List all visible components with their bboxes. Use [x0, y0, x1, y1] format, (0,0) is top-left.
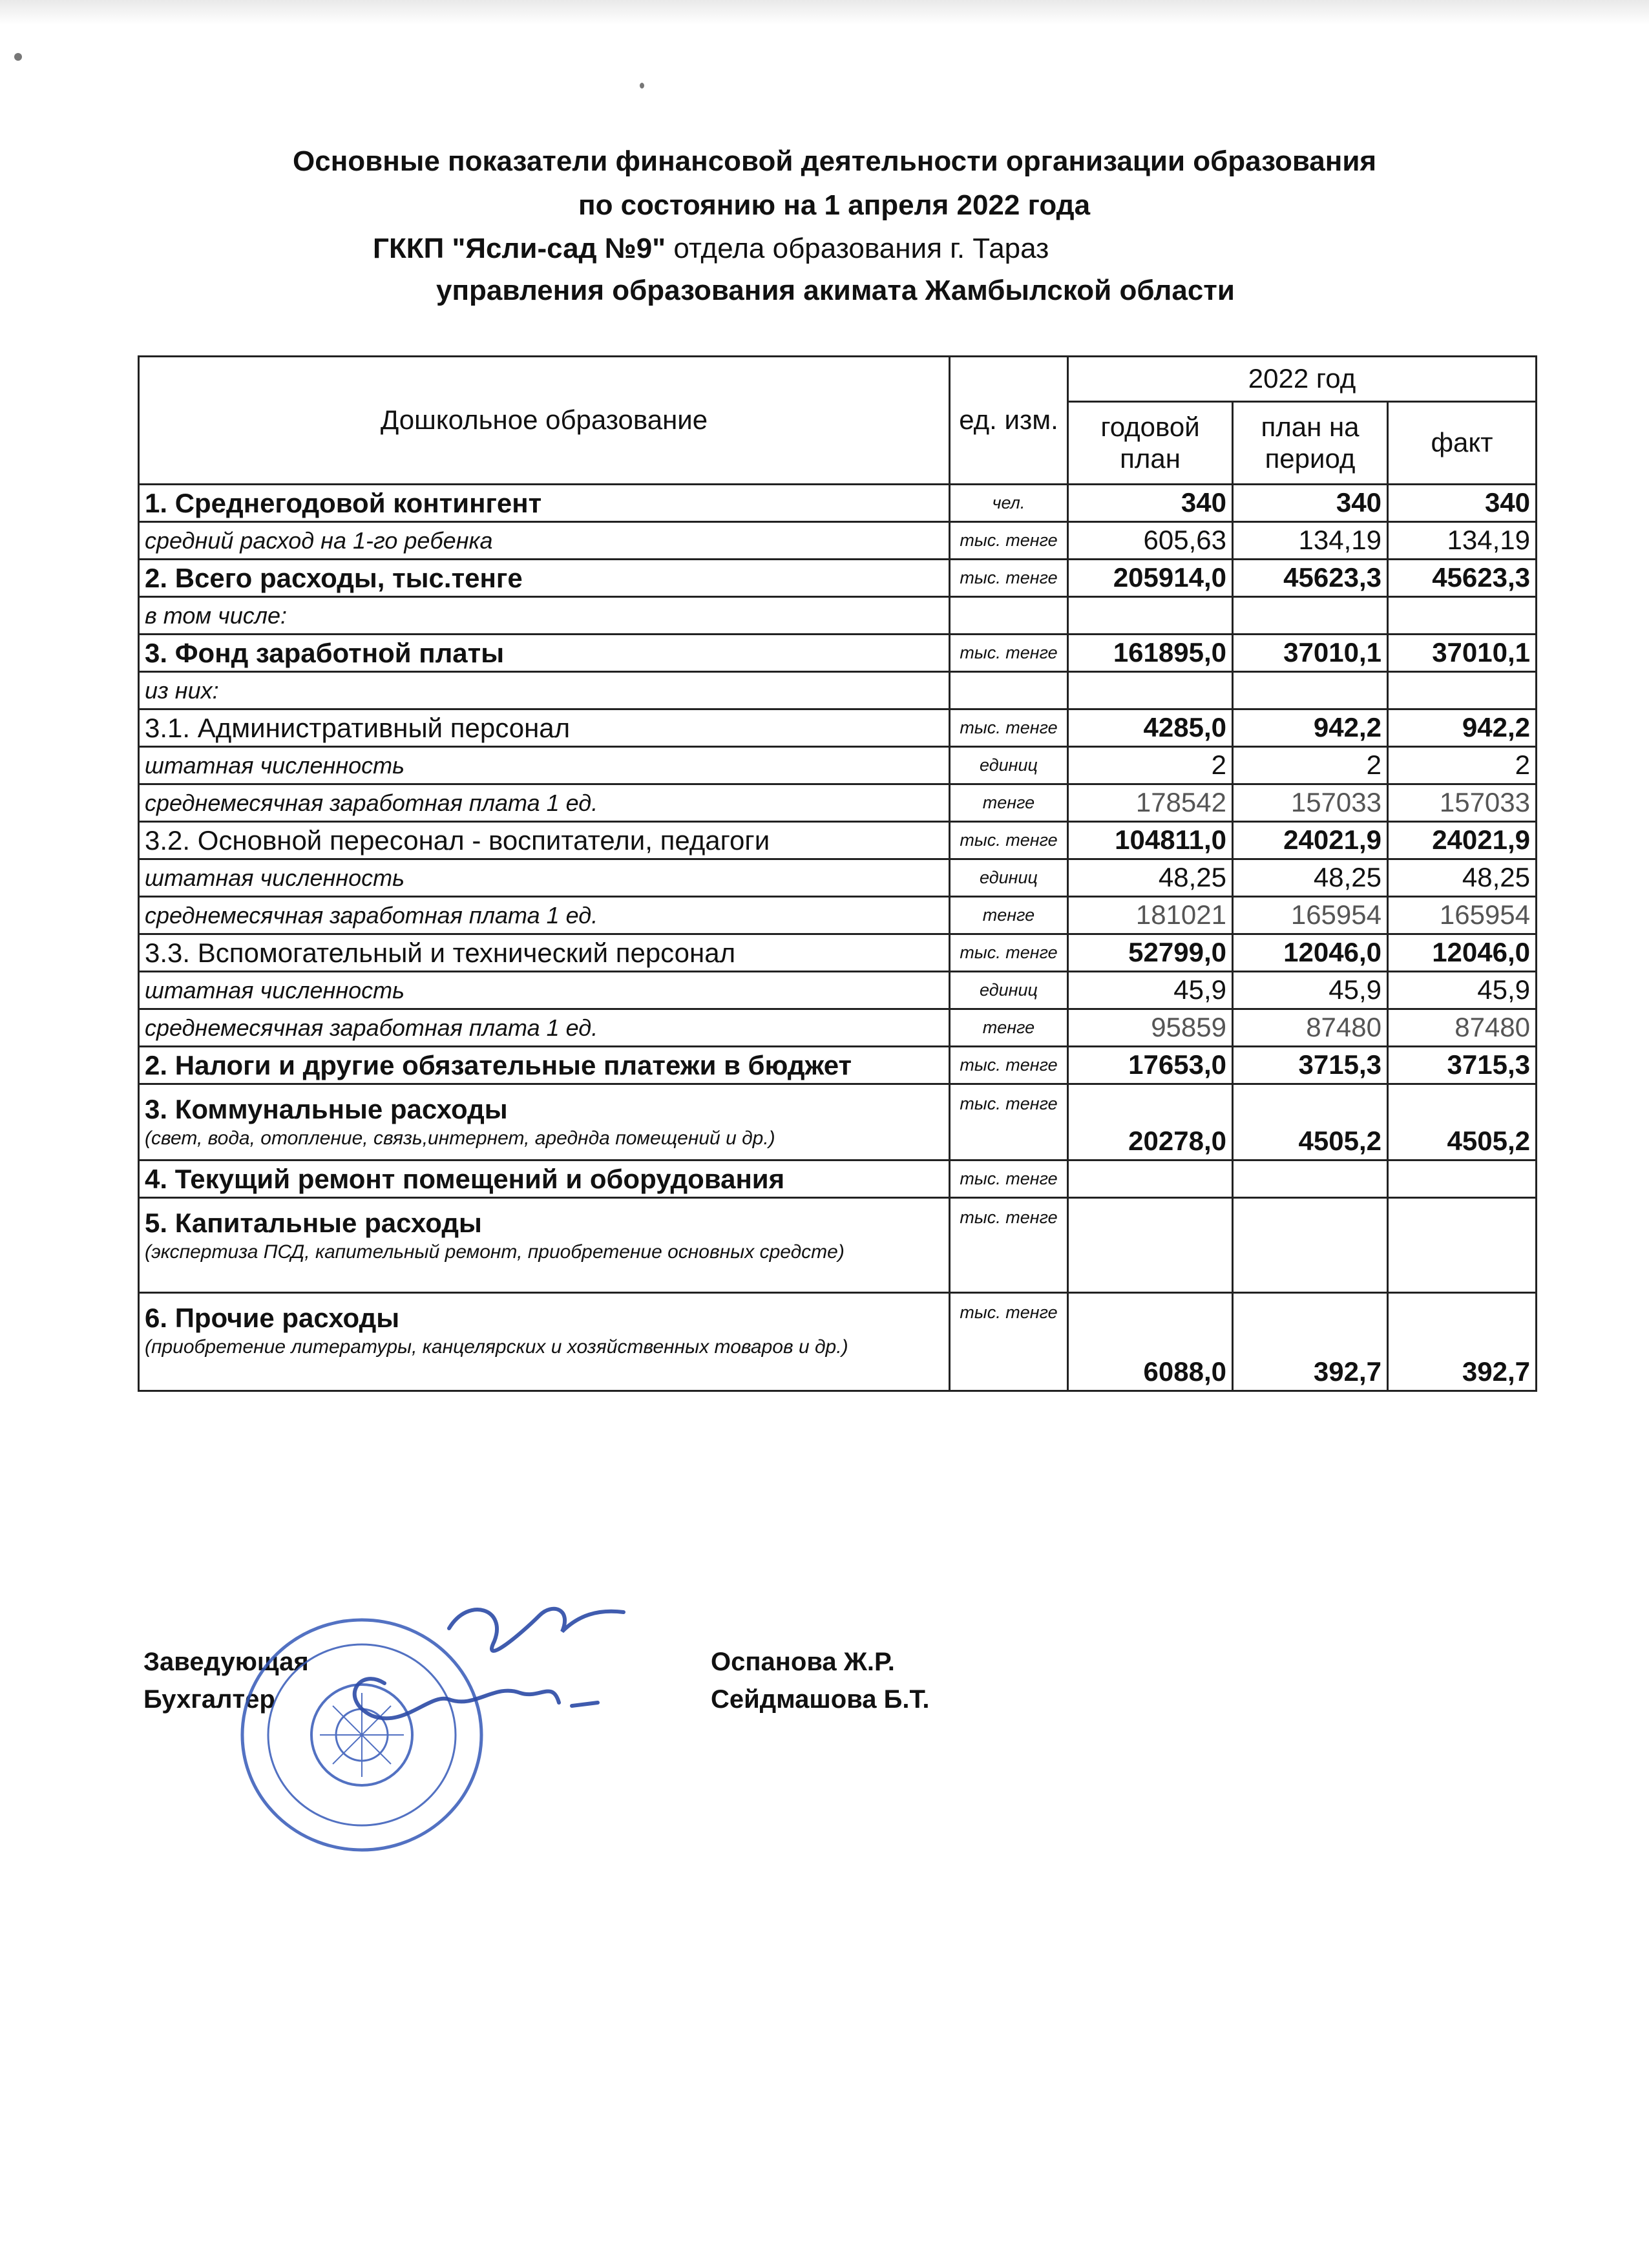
row-label-text: 3. Коммунальные расходы [145, 1094, 508, 1124]
cell-fact: 48,25 [1388, 859, 1537, 897]
table-row [139, 485, 1537, 522]
header-fact: факт [1388, 402, 1537, 485]
table-row [139, 972, 1537, 1009]
cell-annual [1068, 672, 1233, 709]
row-unit: тыс. тенге [950, 1160, 1068, 1198]
scan-edge [0, 0, 1649, 25]
cell-fact: 45623,3 [1388, 560, 1537, 597]
cell-annual: 95859 [1068, 1009, 1233, 1047]
cell-period: 45623,3 [1233, 560, 1388, 597]
scan-speck [14, 53, 22, 61]
row-label: в том числе: [139, 597, 950, 635]
row-label: 2. Налоги и другие обязательные платежи в бюджет [139, 1047, 950, 1084]
table-row [139, 747, 1537, 784]
row-label: 1. Среднегодовой контингент [139, 485, 950, 522]
table-row [139, 1198, 1537, 1293]
row-unit: тыс. тенге [950, 1293, 1068, 1391]
row-unit: тыс. тенге [950, 1198, 1068, 1293]
cell-annual: 45,9 [1068, 972, 1233, 1009]
row-unit: чел. [950, 485, 1068, 522]
table-row [139, 822, 1537, 859]
cell-annual: 6088,0 [1068, 1293, 1233, 1391]
cell-fact [1388, 672, 1537, 709]
cell-fact: 3715,3 [1388, 1047, 1537, 1084]
cell-annual: 52799,0 [1068, 934, 1233, 972]
row-note: (приобретение литературы, канцелярских и хозяйственных товаров и др.) [145, 1336, 848, 1358]
row-label: среднемесячная заработная плата 1 ед. [139, 897, 950, 934]
cell-fact: 12046,0 [1388, 934, 1537, 972]
row-note: (свет, вода, отопление, связь,интернет, аредндa помещений и др.) [145, 1128, 775, 1149]
cell-fact: 2 [1388, 747, 1537, 784]
header-year: 2022 год [1068, 357, 1537, 402]
cell-fact: 37010,1 [1388, 635, 1537, 672]
cell-annual: 48,25 [1068, 859, 1233, 897]
cell-annual: 161895,0 [1068, 635, 1233, 672]
cell-fact: 134,19 [1388, 522, 1537, 560]
row-label: 3.3. Вспомогательный и технический персонал [139, 934, 950, 972]
row-label-text: 5. Капитальные расходы [145, 1208, 482, 1238]
row-unit: тыс. тенге [950, 560, 1068, 597]
cell-period: 48,25 [1233, 859, 1388, 897]
table-row [139, 709, 1537, 747]
row-label [139, 1198, 950, 1293]
financial-indicators-table [138, 355, 1537, 1392]
cell-annual: 340 [1068, 485, 1233, 522]
cell-annual: 205914,0 [1068, 560, 1233, 597]
cell-annual: 20278,0 [1068, 1084, 1233, 1160]
head-name: Оспанова Ж.Р. [711, 1648, 895, 1676]
table-row [139, 1293, 1537, 1391]
cell-fact: 45,9 [1388, 972, 1537, 1009]
header-section: Дошкольное образование [139, 357, 950, 485]
table-row [139, 897, 1537, 934]
table-row [139, 1009, 1537, 1047]
table-row [139, 859, 1537, 897]
row-label: штатная численность [139, 747, 950, 784]
table-row [139, 784, 1537, 822]
accountant-signature [355, 1679, 598, 1718]
cell-fact: 340 [1388, 485, 1537, 522]
cell-fact: 157033 [1388, 784, 1537, 822]
row-label: 4. Текущий ремонт помещений и оборудования [139, 1160, 950, 1198]
table-row [139, 635, 1537, 672]
cell-fact: 392,7 [1388, 1293, 1537, 1391]
official-seal [236, 1570, 656, 1893]
seal-emblem-rays [320, 1693, 404, 1777]
table-row [139, 1160, 1537, 1198]
cell-period: 942,2 [1233, 709, 1388, 747]
row-label [139, 1084, 950, 1160]
row-label: средний расход на 1-го ребенка [139, 522, 950, 560]
cell-period: 3715,3 [1233, 1047, 1388, 1084]
cell-annual [1068, 1160, 1233, 1198]
row-unit: тенге [950, 784, 1068, 822]
row-label: штатная численность [139, 972, 950, 1009]
row-label-text: 6. Прочие расходы [145, 1303, 400, 1333]
row-unit: тыс. тенге [950, 522, 1068, 560]
row-label: среднемесячная заработная плата 1 ед. [139, 1009, 950, 1047]
table-row [139, 672, 1537, 709]
row-unit: тенге [950, 897, 1068, 934]
cell-annual: 181021 [1068, 897, 1233, 934]
cell-fact: 165954 [1388, 897, 1537, 934]
row-unit: тенге [950, 1009, 1068, 1047]
head-signature [449, 1609, 624, 1651]
cell-period [1233, 1160, 1388, 1198]
row-label: 3.2. Основной пересонал - воспитатели, педагоги [139, 822, 950, 859]
cell-period: 165954 [1233, 897, 1388, 934]
row-label: штатная численность [139, 859, 950, 897]
org-department: отдела образования г. Тараз [666, 233, 1049, 264]
row-unit: тыс. тенге [950, 1084, 1068, 1160]
row-unit: единиц [950, 972, 1068, 1009]
cell-period [1233, 597, 1388, 635]
title-line-3 [373, 233, 1049, 265]
scan-speck [640, 83, 644, 89]
cell-annual: 17653,0 [1068, 1047, 1233, 1084]
row-unit: тыс. тенге [950, 709, 1068, 747]
row-unit: единиц [950, 747, 1068, 784]
header-period-plan: план на период [1233, 402, 1388, 485]
title-line-2: по состоянию на 1 апреля 2022 года [578, 189, 1091, 221]
row-unit: тыс. тенге [950, 1047, 1068, 1084]
row-label: из них: [139, 672, 950, 709]
cell-fact [1388, 1160, 1537, 1198]
cell-annual [1068, 597, 1233, 635]
cell-annual: 104811,0 [1068, 822, 1233, 859]
cell-fact: 87480 [1388, 1009, 1537, 1047]
cell-period: 12046,0 [1233, 934, 1388, 972]
row-label: 3.1. Административный персонал [139, 709, 950, 747]
table-row [139, 934, 1537, 972]
org-name: ГККП "Ясли-сад №9" [373, 233, 666, 264]
table-row [139, 1047, 1537, 1084]
row-unit [950, 597, 1068, 635]
cell-period [1233, 672, 1388, 709]
table-row [139, 522, 1537, 560]
cell-fact: 4505,2 [1388, 1084, 1537, 1160]
cell-fact: 942,2 [1388, 709, 1537, 747]
cell-period [1233, 1198, 1388, 1293]
cell-annual [1068, 1198, 1233, 1293]
cell-period: 157033 [1233, 784, 1388, 822]
header-annual-plan: годовой план [1068, 402, 1233, 485]
cell-period: 87480 [1233, 1009, 1388, 1047]
cell-period: 392,7 [1233, 1293, 1388, 1391]
head-role: Заведующая [143, 1648, 309, 1676]
row-unit: тыс. тенге [950, 635, 1068, 672]
table-row [139, 1084, 1537, 1160]
row-unit: тыс. тенге [950, 934, 1068, 972]
cell-period: 2 [1233, 747, 1388, 784]
cell-period: 45,9 [1233, 972, 1388, 1009]
table-row [139, 597, 1537, 635]
cell-fact [1388, 597, 1537, 635]
cell-period: 37010,1 [1233, 635, 1388, 672]
cell-annual: 2 [1068, 747, 1233, 784]
accountant-name: Сейдмашова Б.Т. [711, 1685, 930, 1714]
row-label [139, 1293, 950, 1391]
row-label: 3. Фонд заработной платы [139, 635, 950, 672]
cell-fact: 24021,9 [1388, 822, 1537, 859]
row-label: 2. Всего расходы, тыс.тенге [139, 560, 950, 597]
cell-annual: 178542 [1068, 784, 1233, 822]
title-line-1: Основные показатели финансовой деятельности организации образования [293, 145, 1377, 177]
cell-annual: 4285,0 [1068, 709, 1233, 747]
cell-period: 340 [1233, 485, 1388, 522]
header-unit: ед. изм. [950, 357, 1068, 485]
table-row [139, 560, 1537, 597]
cell-period: 134,19 [1233, 522, 1388, 560]
row-unit: тыс. тенге [950, 822, 1068, 859]
cell-period: 4505,2 [1233, 1084, 1388, 1160]
row-label: среднемесячная заработная плата 1 ед. [139, 784, 950, 822]
accountant-role: Бухгалтер [143, 1685, 275, 1714]
cell-fact [1388, 1198, 1537, 1293]
cell-period: 24021,9 [1233, 822, 1388, 859]
title-line-4: управления образования акимата Жамбылской области [436, 275, 1235, 306]
cell-annual: 605,63 [1068, 522, 1233, 560]
row-note: (экспертиза ПСД, капительный ремонт, приобретение основных средстe) [145, 1241, 845, 1263]
row-unit: единиц [950, 859, 1068, 897]
row-unit [950, 672, 1068, 709]
